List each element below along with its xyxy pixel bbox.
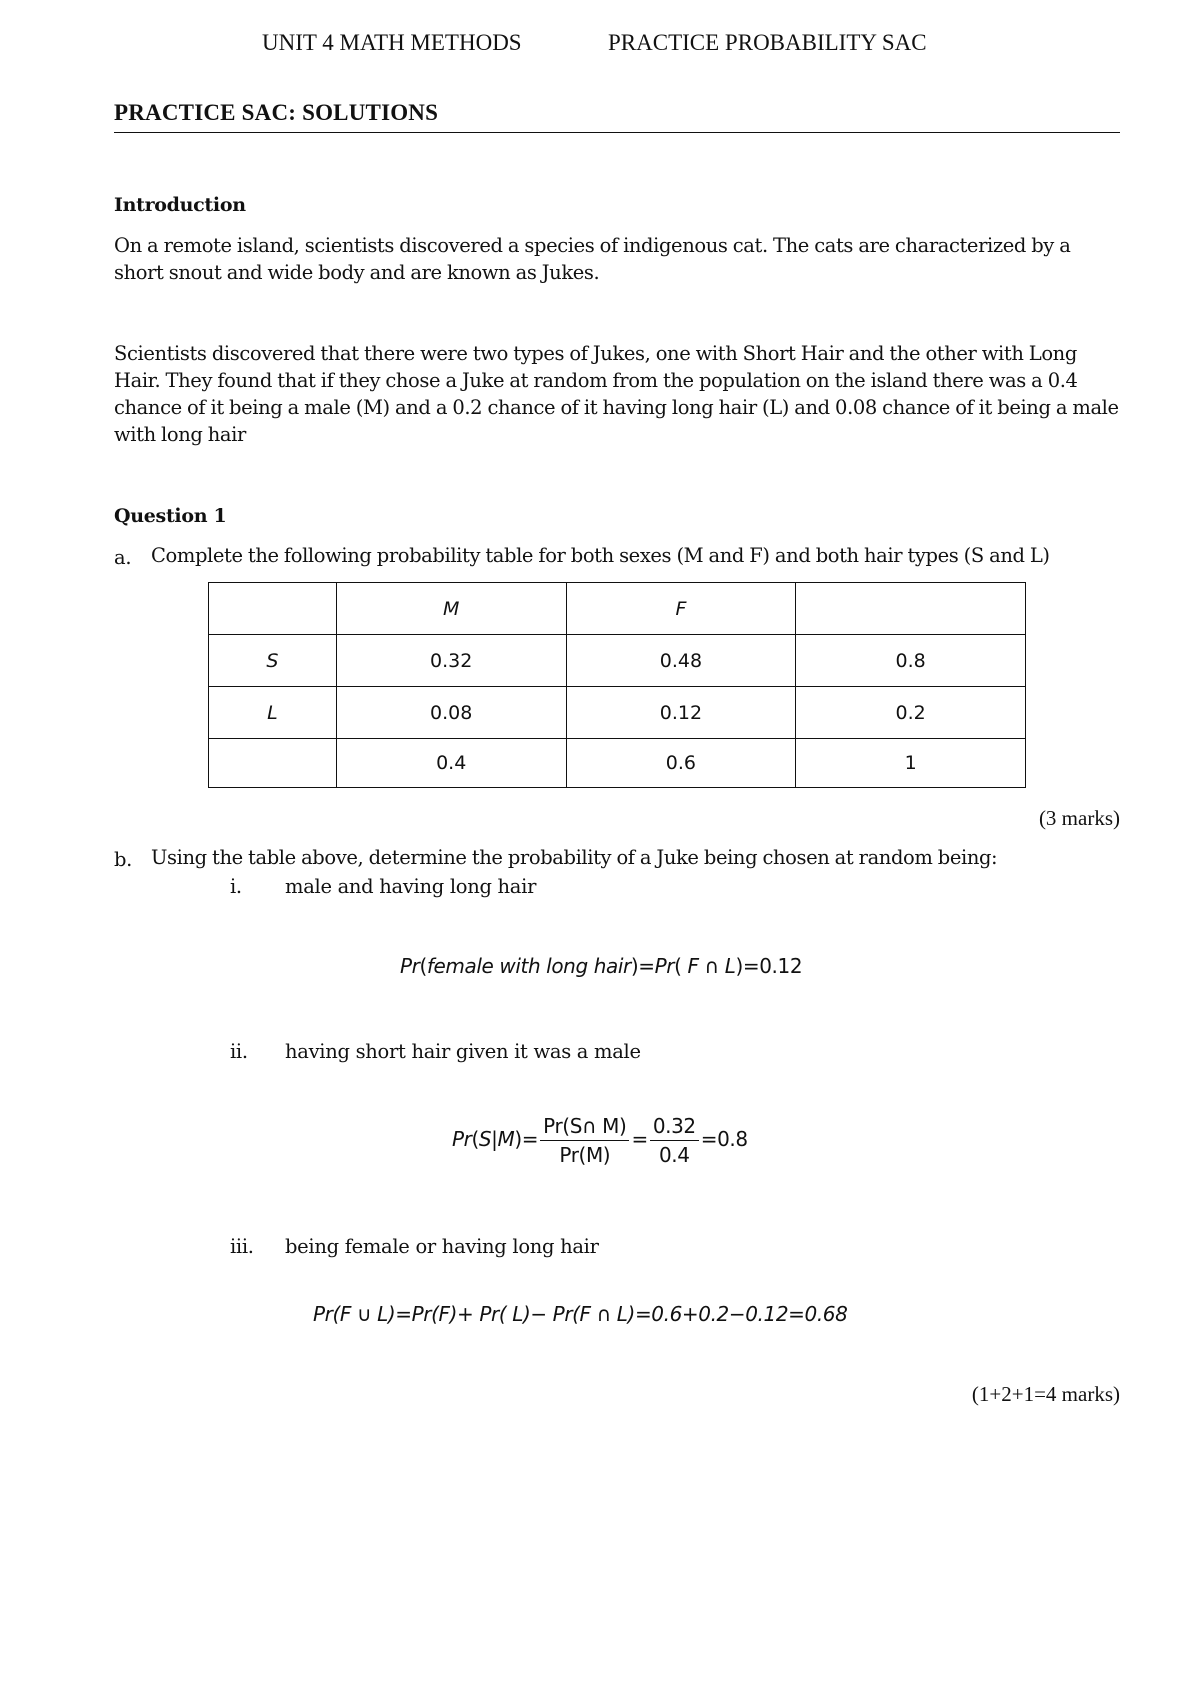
- table-row: [209, 687, 1026, 739]
- intro-heading: Introduction: [114, 194, 246, 216]
- eq2-result: =0.8: [700, 1127, 748, 1151]
- header-left: UNIT 4 MATH METHODS: [262, 30, 522, 55]
- table-cell: 0.08: [336, 687, 566, 739]
- table-cell: L: [209, 687, 337, 739]
- probability-table: [208, 582, 1026, 788]
- table-row: [209, 739, 1026, 788]
- intro-paragraph-1: On a remote island, scientists discovered a species of indigenous cat. The cats are characterized by a short snout and wide body and are known as Jukes.: [114, 234, 1071, 284]
- item-iii-num: iii.: [230, 1235, 254, 1258]
- item-i-num: i.: [230, 875, 242, 898]
- eq2-num2: 0.32: [650, 1112, 699, 1141]
- equation-1: Pr(female with long hair)=Pr( F ∩ L)=0.12: [400, 954, 803, 978]
- header-right: PRACTICE PROBABILITY SAC: [608, 30, 927, 55]
- part-b-text: Using the table above, determine the probability of a Juke being chosen at random being:: [151, 846, 998, 869]
- table-row: [209, 635, 1026, 687]
- title-underline: [114, 132, 1120, 133]
- table-header-cell: M: [336, 583, 566, 635]
- table-cell: 0.6: [566, 739, 796, 788]
- item-ii-text: having short hair given it was a male: [285, 1040, 641, 1063]
- table-cell: 0.4: [336, 739, 566, 788]
- intro-paragraph-2: Scientists discovered that there were two types of Jukes, one with Short Hair and the other with Long Hair. They found that if they chose a Juke at random from the population on the island there was a 0.4 chance of it being a male (M) and a 0.2 chance of it having long hair (L) and 0.08 chance of it being a male with long hair: [114, 342, 1119, 446]
- part-b-label: b.: [114, 848, 133, 871]
- eq2-fraction-2: [650, 1112, 699, 1169]
- table-cell: [209, 739, 337, 788]
- table-cell: 0.8: [796, 635, 1026, 687]
- table-header-row: [209, 583, 1026, 635]
- eq2-num1: Pr(S∩ M): [540, 1112, 629, 1141]
- table-header-cell: F: [566, 583, 796, 635]
- eq1-pr: Pr: [400, 954, 420, 978]
- table-cell: S: [209, 635, 337, 687]
- table-cell: 0.12: [566, 687, 796, 739]
- table-cell: 0.32: [336, 635, 566, 687]
- eq1-mid: =Pr: [638, 954, 675, 978]
- table-header-cell: [209, 583, 337, 635]
- question-1-heading: Question 1: [114, 505, 227, 527]
- eq2-lhs: Pr: [452, 1127, 472, 1151]
- part-a-text: Complete the following probability table for both sexes (M and F) and both hair types (S and L): [151, 544, 1050, 567]
- eq2-den1: Pr(M): [559, 1143, 611, 1167]
- eq1-set: F ∩ L: [687, 954, 736, 978]
- eq1-result: =0.12: [742, 954, 803, 978]
- item-i-text: male and having long hair: [285, 875, 537, 898]
- table-cell: 0.48: [566, 635, 796, 687]
- equation-3: Pr(F ∪ L)=Pr(F)+ Pr( L)− Pr(F ∩ L)=0.6+0.2−0.12=0.68: [313, 1302, 848, 1326]
- part-a-marks: (3 marks): [1038, 806, 1120, 830]
- eq2-lhs-arg: S|M: [478, 1127, 515, 1151]
- eq1-arg: female with long hair: [426, 954, 631, 978]
- part-b-marks: (1+2+1=4 marks): [971, 1382, 1120, 1406]
- eq2-fraction-1: [540, 1112, 629, 1169]
- eq2-den2: 0.4: [658, 1143, 690, 1167]
- item-ii-num: ii.: [230, 1040, 248, 1063]
- table-header-cell: [796, 583, 1026, 635]
- item-iii-text: being female or having long hair: [285, 1235, 599, 1258]
- page-title: PRACTICE SAC: SOLUTIONS: [114, 100, 439, 125]
- part-a-label: a.: [114, 546, 132, 569]
- table-cell: 1: [796, 739, 1026, 788]
- equation-2: Pr(S|M)= $\frac{Pr(S\cap M)}{Pr(M)}$ = $\frac{0.32}{0.4}$ =0.8: [452, 1114, 748, 1167]
- table-cell: 0.2: [796, 687, 1026, 739]
